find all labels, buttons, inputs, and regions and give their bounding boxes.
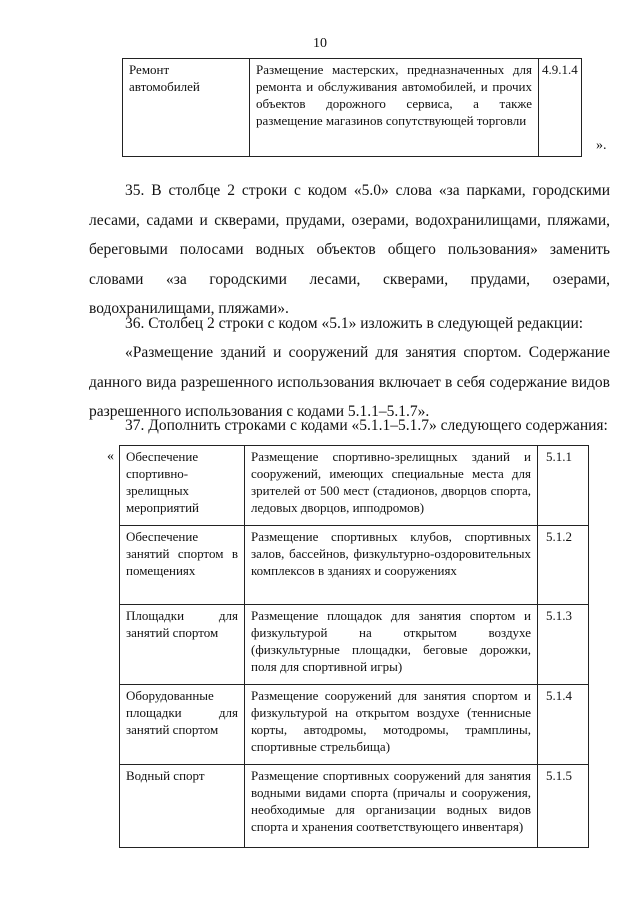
use-code-cell: 4.9.1.4 [539, 59, 582, 157]
use-code-cell: 5.1.5 [538, 765, 589, 848]
use-description-cell: Размещение спортивных клубов, спортивных залов, бассейнов, физкультурно-оздоровительных комплексов в зданиях и сооружениях [245, 526, 538, 605]
land-use-table-bottom [119, 445, 589, 848]
use-name-cell: Площадки для занятий спортом [120, 605, 245, 685]
paragraph-37: 37. Дополнить строками с кодами «5.1.1–5.1.7» следующего содержания: [125, 417, 608, 434]
opening-quote-mark: « [107, 449, 114, 464]
table-row [120, 446, 589, 526]
use-name-cell: Ремонт автомобилей [123, 59, 250, 157]
use-description-cell: Размещение мастерских, предназначенных для ремонта и обслуживания автомобилей, и прочих объектов дорожного сервиса, а также размещение магазинов сопутствующей торговли [250, 59, 539, 157]
use-name-cell: Обеспечение занятий спортом в помещениях [120, 526, 245, 605]
use-name-cell: Водный спорт [120, 765, 245, 848]
paragraph-35: 35. В столбце 2 строки с кодом «5.0» слова «за парками, городскими лесами, садами и скверами, прудами, озерами, водохранилищами, пляжами, береговыми полосами водных объектов общего пользования» заменить словами «за городскими лесами, скверами, прудами, озерами, водохранилищами, пляжами». [89, 182, 610, 317]
use-description-cell: Размещение спортивных сооружений для занятия водными видами спорта (причалы и сооружения, необходимые для организации водных видов спорта и хранения соответствующего инвентаря) [245, 765, 538, 848]
table-row [120, 605, 589, 685]
page-number: 10 [313, 36, 327, 51]
use-code-cell: 5.1.4 [538, 685, 589, 765]
use-code-cell: 5.1.2 [538, 526, 589, 605]
table-row [120, 685, 589, 765]
use-code-cell: 5.1.3 [538, 605, 589, 685]
use-description-cell: Размещение площадок для занятия спортом и физкультурой на открытом воздухе (физкультурные площадки, беговые дорожки, поля для спортивной игры) [245, 605, 538, 685]
table-row [120, 765, 589, 848]
use-name-cell: Оборудованные площадки для занятий спортом [120, 685, 245, 765]
use-code-cell: 5.1.1 [538, 446, 589, 526]
use-description-cell: Размещение сооружений для занятия спортом и физкультурой на открытом воздухе (теннисные корты, автодромы, мотодромы, трамплины, спортивные стрельбища) [245, 685, 538, 765]
table-row [123, 59, 582, 157]
paragraph-36-quote: «Размещение зданий и сооружений для занятия спортом. Содержание данного вида разрешенного использования включает в себя содержание видов разрешенного использования с кодами 5.1.1–5.1.7». [89, 344, 610, 420]
use-description-cell: Размещение спортивно-зрелищных зданий и сооружений, имеющих специальные места для зрителей от 500 мест (стадионов, дворцов спорта, ледовых дворцов, ипподромов) [245, 446, 538, 526]
use-name-cell: Обеспечение спортивно-зрелищных мероприятий [120, 446, 245, 526]
table-row [120, 526, 589, 605]
closing-quote-mark: ». [596, 138, 607, 153]
land-use-table-top [122, 58, 582, 157]
paragraph-36: 36. Столбец 2 строки с кодом «5.1» изложить в следующей редакции: [125, 315, 584, 332]
